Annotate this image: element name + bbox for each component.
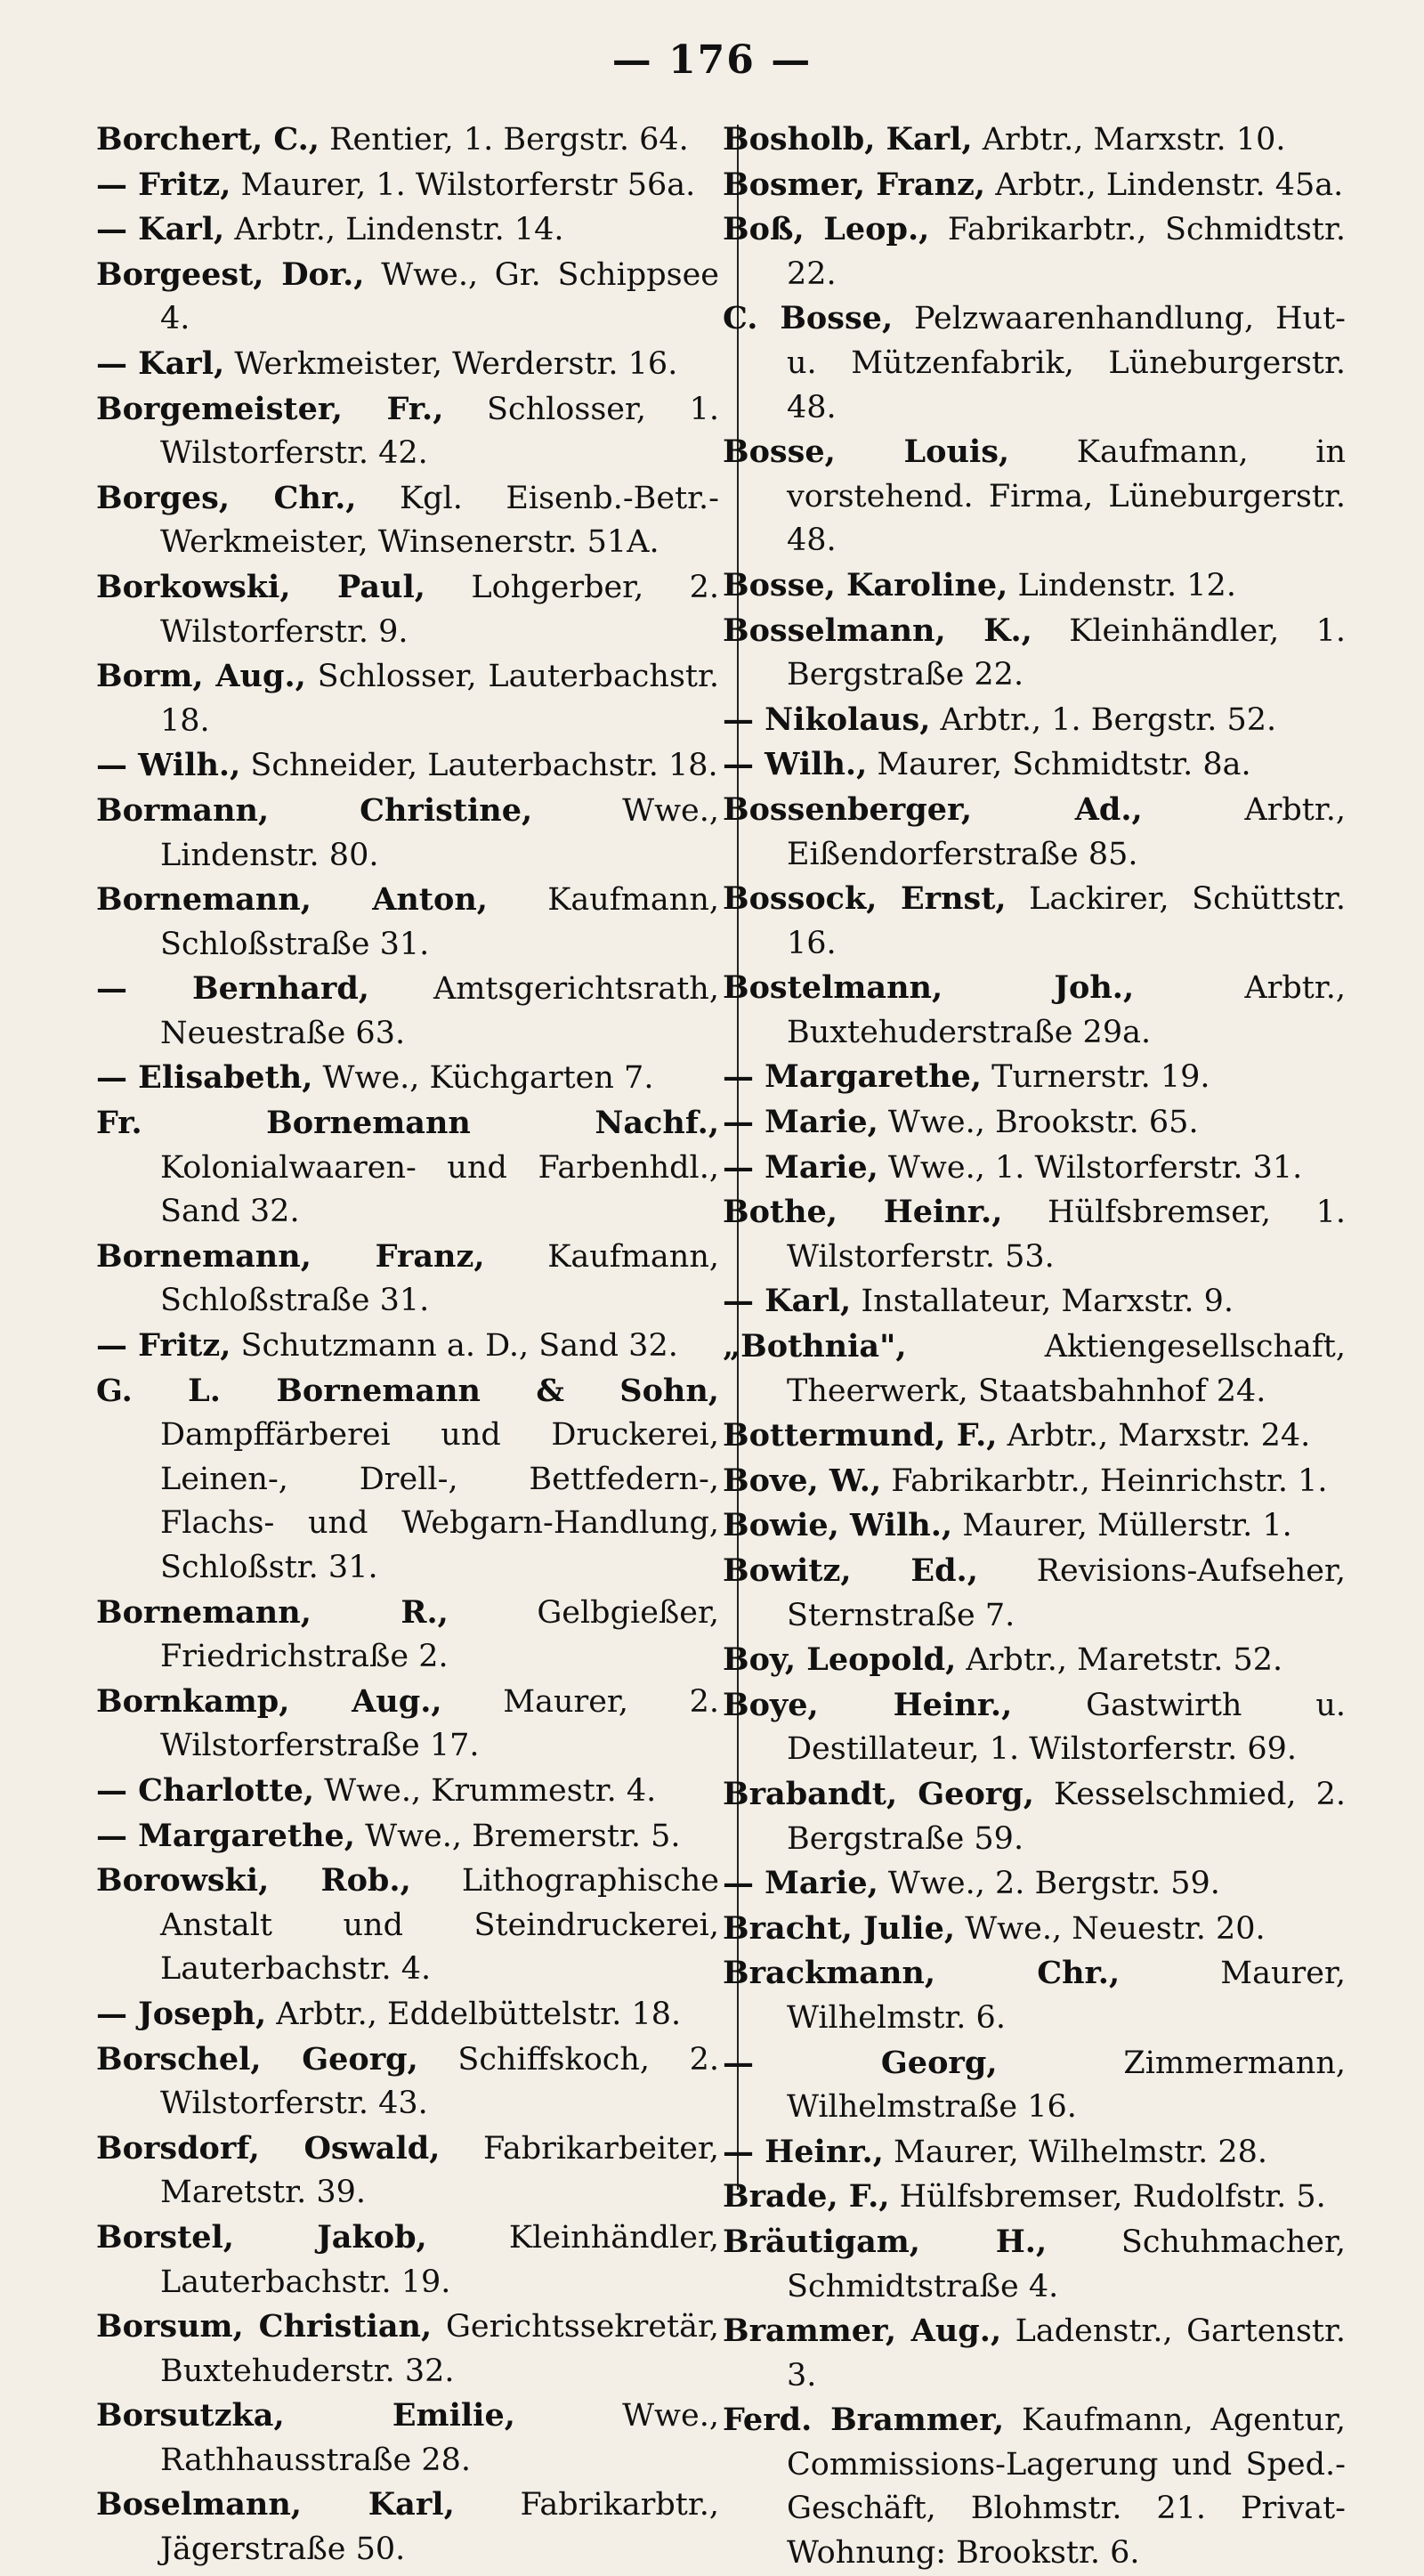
directory-entry	[723, 609, 1346, 698]
entry-details: Fabrikarbtr., Jägerstraße 50.	[160, 2487, 719, 2568]
entry-name: Bosselmann, K.,	[723, 612, 1032, 649]
entry-details: Arbtr., 1. Bergstr. 52.	[930, 701, 1277, 738]
directory-entry	[96, 476, 719, 565]
entry-name: Borchert, C.,	[96, 121, 320, 158]
entry-name: — Nikolaus,	[723, 701, 931, 738]
entry-name: Bosse, Louis,	[723, 433, 1010, 471]
entry-details: Maurer, Schmidtstr. 8a.	[867, 747, 1251, 783]
entry-details: Schlosser, Lauterbachstr. 18.	[160, 659, 719, 739]
entry-details: Pelzwaarenhandlung, Hut- u. Mützenfabrik, Lüneburgerstr. 48.	[787, 301, 1346, 425]
entry-name: — Karl,	[96, 344, 225, 382]
entry-name: — Margarethe,	[96, 1817, 355, 1854]
entry-details: Wwe., 1. Wilstorferstr. 31.	[878, 1149, 1303, 1186]
entry-details: Lindenstr. 12.	[1007, 567, 1236, 603]
entry-details: Arbtr., Marxstr. 10.	[972, 122, 1286, 158]
entry-details: Lohgerber, 2. Wilstorferstr. 9.	[160, 569, 719, 650]
entry-name: Borgeest, Dor.,	[96, 255, 365, 293]
directory-entry	[96, 2394, 719, 2483]
entry-name: Brabandt, Georg,	[723, 1775, 1034, 1812]
entry-name: — Fritz,	[96, 1327, 231, 1365]
entry-details: Wwe., Lindenstr. 80.	[160, 792, 719, 873]
directory-entry	[96, 253, 719, 342]
directory-entry	[96, 1769, 719, 1814]
entry-details: Arbtr., Lindenstr. 45a.	[985, 166, 1344, 203]
entry-name: Bracht, Julie,	[723, 1909, 956, 1947]
entry-name: C. Bosse,	[723, 300, 894, 337]
entry-details: Maurer, 2. Wilstorferstraße 17.	[160, 1683, 719, 1764]
entry-name: Bosse, Karoline,	[723, 566, 1008, 603]
entry-name: — Marie,	[723, 1865, 878, 1902]
directory-entry	[723, 2041, 1346, 2130]
entry-details: Maurer, Wilhelmstr. 6.	[787, 1956, 1346, 2036]
entry-name: Borowski, Rob.,	[96, 1862, 411, 1900]
directory-entry	[723, 1907, 1346, 1952]
entry-details: Fabrikarbeiter, Maretstr. 39.	[160, 2130, 719, 2211]
entry-details: Kesselschmied, 2. Bergstraße 59.	[787, 1776, 1346, 1857]
entry-details: Kaufmann, in vorstehend. Firma, Lüneburgerstr. 48.	[787, 434, 1346, 559]
entry-name: — Heinr.,	[723, 2133, 884, 2170]
entry-name: — Karl,	[96, 211, 225, 248]
entry-details: Maurer, 1. Wilstorferstr 56a.	[231, 166, 696, 203]
entry-name: Bornemann, R.,	[96, 1593, 449, 1631]
entry-details: Maurer, Müllerstr. 1.	[952, 1508, 1292, 1544]
directory-entry	[96, 2483, 719, 2572]
directory-entry	[96, 342, 719, 387]
left-column	[96, 117, 719, 2572]
directory-entry	[723, 966, 1346, 1055]
entry-name: Ferd. Brammer,	[723, 2402, 1005, 2439]
entry-name: Borsdorf, Oswald,	[96, 2129, 441, 2167]
directory-entry	[723, 698, 1346, 743]
directory-entry	[723, 296, 1346, 430]
entry-name: Bowitz, Ed.,	[723, 1552, 978, 1589]
entry-name: — Marie,	[723, 1104, 878, 1141]
entry-details: Arbtr., Maretstr. 52.	[956, 1642, 1283, 1679]
directory-entry	[96, 2216, 719, 2305]
entry-name: Borges, Chr.,	[96, 479, 357, 516]
entry-details: Fabrikarbtr., Schmidtstr. 22.	[787, 212, 1346, 292]
entry-details: Kaufmann, Schloßstraße 31.	[160, 1238, 720, 1319]
entry-details: Lackirer, Schüttstr. 16.	[787, 881, 1346, 961]
entry-details: Hülfsbremser, 1. Wilstorferstr. 53.	[787, 1195, 1346, 1275]
entry-name: Bottermund, F.,	[723, 1417, 998, 1454]
entry-details: Wwe., Krummestr. 4.	[314, 1772, 657, 1809]
entry-details: Kaufmann, Schloßstraße 31.	[160, 882, 719, 962]
entry-details: Werkmeister, Werderstr. 16.	[224, 345, 678, 382]
directory-entry	[723, 1414, 1346, 1459]
page-number: — 176 —	[611, 37, 813, 83]
entry-details: Schiffskoch, 2. Wilstorferstr. 43.	[160, 2041, 719, 2122]
entry-details: Wwe., Rathhausstraße 28.	[160, 2398, 719, 2478]
entry-name: — Georg,	[723, 2044, 998, 2081]
directory-entry	[96, 1992, 719, 2037]
directory-entry	[96, 789, 719, 878]
directory-entry	[723, 2130, 1346, 2175]
entry-name: „Bothnia",	[723, 1328, 907, 1365]
entry-name: Bove, W.,	[723, 1462, 882, 1499]
directory-entry	[723, 1683, 1346, 1772]
directory-entry	[96, 565, 719, 654]
entry-name: Fr. Bornemann Nachf.,	[96, 1105, 719, 1142]
entry-name: Bornemann, Franz,	[96, 1237, 485, 1275]
entry-name: — Bernhard,	[96, 970, 369, 1008]
entry-details: Arbtr., Eißendorferstraße 85.	[787, 791, 1346, 872]
entry-name: — Elisabeth,	[96, 1059, 313, 1097]
entry-details: Dampffärberei und Druckerei, Leinen-, Drell-, Bettfedern-, Flachs- und Webgarn-Handlung, Schloßstr. 31.	[160, 1417, 719, 1585]
directory-entry	[96, 654, 719, 743]
entry-name: Bostelmann, Joh.,	[723, 969, 1135, 1007]
directory-entry	[96, 1814, 719, 1859]
directory-entry	[96, 2126, 719, 2216]
entry-name: — Wilh.,	[96, 747, 241, 784]
directory-entry	[96, 1680, 719, 1769]
directory-entry	[96, 1235, 719, 1324]
entry-name: Brackmann, Chr.,	[723, 1955, 1121, 1992]
directory-entry	[723, 117, 1346, 163]
directory-entry	[723, 2220, 1346, 2309]
entry-details: Arbtr., Lindenstr. 14.	[224, 212, 564, 248]
entry-name: — Fritz,	[96, 166, 231, 203]
entry-details: Maurer, Wilhelmstr. 28.	[883, 2134, 1268, 2170]
entry-name: Bossenberger, Ad.,	[723, 790, 1143, 828]
directory-entry	[723, 1279, 1346, 1324]
directory-entry	[96, 1859, 719, 1992]
entry-details: Kolonialwaaren- und Farbenhdl., Sand 32.	[160, 1149, 719, 1230]
entry-details: Gerichtssekretär, Buxtehuderstr. 32.	[160, 2309, 719, 2389]
directory-entry	[96, 1101, 719, 1235]
entry-details: Rentier, 1. Bergstr. 64.	[319, 122, 689, 158]
entry-details: Wwe., Gr. Schippsee 4.	[160, 256, 719, 337]
directory-entry	[723, 788, 1346, 877]
entry-name: Bornemann, Anton,	[96, 881, 488, 919]
entry-details: Kleinhändler, 1. Bergstraße 22.	[787, 612, 1346, 693]
directory-entry	[723, 1549, 1346, 1638]
entry-details: Wwe., Bremerstr. 5.	[354, 1818, 681, 1854]
entry-name: G. L. Bornemann & Sohn,	[96, 1372, 719, 1409]
directory-entry	[723, 877, 1346, 966]
directory-entry	[723, 742, 1346, 788]
entry-details: Kleinhändler, Lauterbachstr. 19.	[160, 2219, 719, 2300]
entry-name: Borsutzka, Emilie,	[96, 2397, 515, 2434]
entry-details: Installateur, Marxstr. 9.	[851, 1284, 1234, 1320]
entry-details: Wwe., Brookstr. 65.	[878, 1105, 1199, 1141]
right-column	[723, 117, 1346, 2576]
directory-entry	[96, 207, 719, 253]
entry-name: Borstel, Jakob,	[96, 2218, 427, 2256]
entry-name: — Joseph,	[96, 1995, 267, 2032]
entry-details: Turnerstr. 19.	[981, 1059, 1210, 1096]
entry-name: Borm, Aug.,	[96, 658, 306, 695]
directory-entry	[723, 2309, 1346, 2398]
entry-name: — Karl,	[723, 1283, 852, 1320]
entry-details: Amtsgerichtsrath, Neuestraße 63.	[160, 971, 719, 1051]
directory-entry	[723, 1055, 1346, 1100]
entry-name: Bossock, Ernst,	[723, 880, 1007, 918]
entry-details: Gelbgießer, Friedrichstraße 2.	[160, 1594, 720, 1675]
directory-entry	[723, 1324, 1346, 1414]
directory-entry	[723, 1772, 1346, 1861]
directory-entry	[96, 967, 719, 1056]
entry-details: Schneider, Lauterbachstr. 18.	[240, 748, 718, 784]
entry-name: — Marie,	[723, 1148, 878, 1186]
entry-details: Schlosser, 1. Wilstorferstr. 42.	[160, 391, 719, 472]
entry-name: Bormann, Christine,	[96, 791, 533, 829]
directory-entry	[723, 1146, 1346, 1191]
directory-entry	[96, 743, 719, 789]
entry-details: Kgl. Eisenb.-Betr.-Werkmeister, Winsenerstr. 51A.	[160, 480, 719, 561]
directory-entry	[96, 878, 719, 967]
entry-name: Bräutigam, H.,	[723, 2223, 1048, 2260]
entry-name: Brammer, Aug.,	[723, 2313, 1002, 2350]
directory-entry	[96, 387, 719, 476]
entry-name: Brade, F.,	[723, 2178, 890, 2216]
entry-name: Boß, Leop.,	[723, 211, 930, 248]
directory-entry	[723, 1503, 1346, 1549]
entry-details: Lithographische Anstalt und Steindruckerei, Lauterbachstr. 4.	[160, 1863, 719, 1988]
entry-name: Boye, Heinr.,	[723, 1686, 1013, 1723]
entry-name: Bosholb, Karl,	[723, 121, 973, 158]
directory-entry	[723, 1190, 1346, 1279]
directory-entry	[723, 1951, 1346, 2040]
entry-details: Wwe., Neuestr. 20.	[955, 1910, 1266, 1947]
entry-details: Aktiengesellschaft, Theerwerk, Staatsbahnhof 24.	[787, 1329, 1346, 1409]
entry-details: Schutzmann a. D., Sand 32.	[231, 1328, 678, 1365]
entry-details: Zimmermann, Wilhelmstraße 16.	[787, 2045, 1346, 2126]
directory-entry	[723, 207, 1346, 296]
entry-name: Borgemeister, Fr.,	[96, 390, 444, 427]
directory-entry	[96, 2037, 719, 2126]
directory-entry	[723, 1638, 1346, 1683]
entry-details: Arbtr., Marxstr. 24.	[997, 1418, 1311, 1454]
entry-name: Bowie, Wilh.,	[723, 1507, 953, 1544]
entry-name: — Margarethe,	[723, 1058, 982, 1096]
entry-details: Schuhmacher, Schmidtstraße 4.	[787, 2224, 1346, 2305]
entry-name: — Charlotte,	[96, 1771, 315, 1809]
entry-details: Arbtr., Eddelbüttelstr. 18.	[266, 1996, 682, 2032]
directory-entry	[723, 2398, 1346, 2575]
entry-details: Kaufmann, Agentur, Commissions-Lagerung und Sped.-Geschäft, Blohmstr. 21. Privat-Wohnung: Brookstr. 6.	[787, 2402, 1347, 2572]
entry-name: — Wilh.,	[723, 746, 868, 783]
entry-details: Arbtr., Buxtehuderstraße 29a.	[787, 970, 1346, 1050]
entry-name: Bosmer, Franz,	[723, 166, 986, 203]
directory-entry	[723, 563, 1346, 609]
directory-entry	[96, 1056, 719, 1101]
directory-entry	[723, 163, 1346, 208]
directory-entry	[96, 1591, 719, 1680]
entry-name: Borsum, Christian,	[96, 2308, 433, 2345]
entry-name: Boselmann, Karl,	[96, 2486, 455, 2523]
directory-entry	[96, 117, 719, 163]
entry-details: Wwe., Küchgarten 7.	[312, 1060, 654, 1097]
entry-details: Fabrikarbtr., Heinrichstr. 1.	[881, 1462, 1328, 1499]
entry-name: Bornkamp, Aug.,	[96, 1682, 442, 1720]
directory-entry	[96, 2305, 719, 2394]
entry-details: Ladenstr., Gartenstr. 3.	[787, 2313, 1346, 2394]
directory-entry	[96, 1369, 719, 1591]
directory-entry	[723, 430, 1346, 563]
directory-entry	[723, 1100, 1346, 1146]
directory-entry	[723, 1861, 1346, 1907]
directory-entry	[96, 163, 719, 208]
directory-entry	[723, 1459, 1346, 1504]
entry-name: Boy, Leopold,	[723, 1641, 957, 1679]
entry-details: Wwe., 2. Bergstr. 59.	[878, 1866, 1220, 1902]
entry-details: Revisions-Aufseher, Sternstraße 7.	[787, 1553, 1346, 1633]
entry-details: Gastwirth u. Destillateur, 1. Wilstorferstr. 69.	[787, 1687, 1346, 1768]
entry-name: Borkowski, Paul,	[96, 568, 425, 605]
entry-name: Bothe, Heinr.,	[723, 1194, 1003, 1231]
directory-entry	[723, 2175, 1346, 2220]
entry-details: Hülfsbremser, Rudolfstr. 5.	[889, 2179, 1326, 2216]
directory-entry	[96, 1324, 719, 1369]
entry-name: Borschel, Georg,	[96, 2040, 418, 2078]
